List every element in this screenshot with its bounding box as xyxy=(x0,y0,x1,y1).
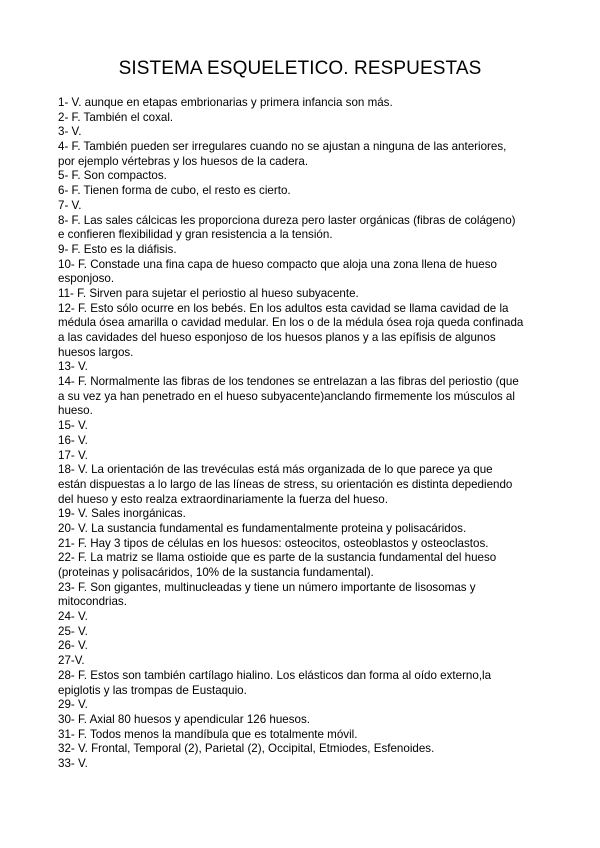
answer-line: 10- F. Constade una fina capa de hueso compacto que aloja una zona llena de hueso xyxy=(58,257,497,271)
answer-line: 29- V. xyxy=(58,698,88,712)
answer-line: 9- F. Esto es la diáfisis. xyxy=(58,242,177,256)
answer-line: 20- V. La sustancia fundamental es fundamentalmente proteina y polisacáridos. xyxy=(58,521,467,535)
answer-line: 4- F. También pueden ser irregulares cuando no se ajustan a ninguna de las anteriores, xyxy=(58,140,507,154)
answer-line: 5- F. Son compactos. xyxy=(58,169,167,183)
answer-line: a las cavidades del hueso esponjoso de los huesos planos y a las epífisis de algunos xyxy=(58,331,496,344)
answer-line: 3- V. xyxy=(58,125,82,139)
answer-line: 13- V. xyxy=(58,360,88,374)
answer-line: 21- F. Hay 3 tipos de células en los huesos: osteocitos, osteoblastos y osteoclastos. xyxy=(58,536,489,550)
answer-line: 24- V. xyxy=(58,610,88,624)
answer-line: 18- V. La orientación de las trevéculas está más organizada de lo que parece ya que xyxy=(58,463,493,477)
answer-line: 2- F. También el coxal. xyxy=(58,110,174,124)
answer-line: a su vez ya han penetrado en el hueso subyacente)anclando firmemente los músculos al xyxy=(58,389,515,403)
answer-line: 30- F. Axial 80 huesos y apendicular 126 huesos. xyxy=(58,712,311,726)
answer-line: 33- V. xyxy=(58,756,88,770)
answer-line: epiglotis y las trompas de Eustaquio. xyxy=(58,683,247,697)
answer-line: médula ósea amarilla o cavidad medular. En los o de la médula ósea roja queda confinada xyxy=(58,316,524,330)
answer-line: 11- F. Sirven para sujetar el periostio al hueso subyacente. xyxy=(58,286,359,300)
answer-line: hueso. xyxy=(58,404,93,418)
answer-list xyxy=(58,96,548,772)
answer-line: huesos largos. xyxy=(58,345,134,359)
answer-line: del hueso y esto realza extraordinariamente la fuerza del hueso. xyxy=(58,492,388,506)
answer-line: 1- V. aunque en etapas embrionarias y primera infancia son más. xyxy=(58,96,393,109)
page-title: SISTEMA ESQUELETICO. RESPUESTAS xyxy=(118,58,482,79)
answer-line: 19- V. Sales inorgánicas. xyxy=(58,507,186,521)
answer-line: 7- V. xyxy=(58,198,82,212)
answer-line: 16- V. xyxy=(58,433,88,447)
answer-line: 22- F. La matriz se llama ostioide que es parte de la sustancia fundamental del hueso xyxy=(58,551,497,565)
answer-line: 31- F. Todos menos la mandíbula que es totalmente móvil. xyxy=(58,727,358,741)
answer-line: 32- V. Frontal, Temporal (2), Parietal (2), Occipital, Etmiodes, Esfenoides. xyxy=(58,742,435,756)
answer-line: 23- F. Son gigantes, multinucleadas y tiene un número importante de lisosomas y xyxy=(58,580,476,594)
answer-line: (proteinas y polisacáridos, 10% de la sustancia fundamental). xyxy=(58,566,374,579)
answer-line: 27-V. xyxy=(58,654,85,668)
answer-line: 25- V. xyxy=(58,624,88,638)
answer-line: esponjoso. xyxy=(58,272,115,286)
answer-line: 26- V. xyxy=(58,639,88,653)
answer-line: por ejemplo vértebras y los huesos de la cadera. xyxy=(58,154,309,168)
answer-line: 15- V. xyxy=(58,419,88,433)
answer-line: 6- F. Tienen forma de cubo, el resto es cierto. xyxy=(58,184,291,198)
answer-line: 8- F. Las sales cálcicas les proporciona dureza pero laster orgánicas (fibras de colágeno) xyxy=(58,213,516,227)
answer-line: mitocondrias. xyxy=(58,595,127,609)
answer-line: e confieren flexibilidad y gran resistencia a la tensión. xyxy=(58,228,333,242)
answer-line: 28- F. Estos son también cartílago hialino. Los elásticos dan forma al oído externo,la xyxy=(58,668,492,682)
answer-line: 12- F. Esto sólo ocurre en los bebés. En los adultos esta cavidad se llama cavidad de la xyxy=(58,301,509,315)
answer-line: 14- F. Normalmente las fibras de los tendones se entrelazan a las fibras del periostio (que xyxy=(58,375,519,389)
answer-line: están dispuestas a lo largo de las líneas de stress, su orientación es distinta depediendo xyxy=(58,477,513,491)
answer-line: 17- V. xyxy=(58,448,88,462)
